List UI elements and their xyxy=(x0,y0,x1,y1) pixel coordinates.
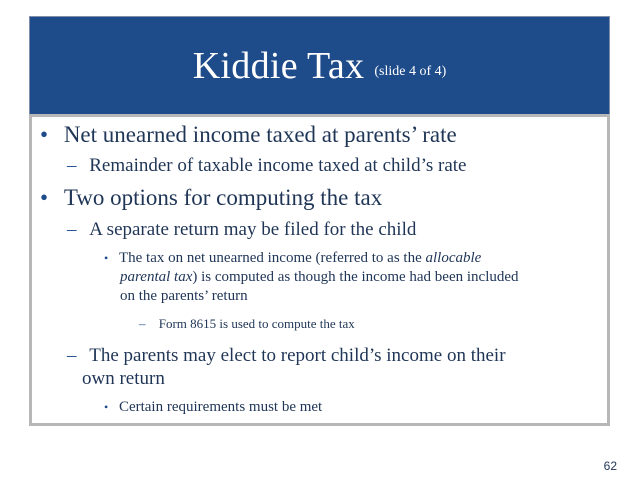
bullet-marker: • xyxy=(104,400,109,414)
bullet-marker: • xyxy=(40,122,49,147)
dash-marker: – xyxy=(67,219,77,240)
sub-bullet-text: own return xyxy=(82,368,165,389)
point-text: on the parents’ return xyxy=(120,288,248,304)
slide-content-box xyxy=(29,114,610,426)
fourth-level-item xyxy=(139,316,355,332)
bullet-text: Net unearned income taxed at parents’ rate xyxy=(63,122,457,147)
bullet-marker: • xyxy=(40,185,49,210)
slide-title-bar xyxy=(29,16,610,115)
dash-marker: – xyxy=(67,155,77,176)
sub-bullet-text: Remainder of taxable income taxed at child’s rate xyxy=(89,155,467,176)
point-text: Form 8615 is used to compute the tax xyxy=(158,316,355,331)
sub-bullet-text: A separate return may be filed for the child xyxy=(89,219,417,240)
sub-bullet-item xyxy=(67,219,416,241)
point-text: ) is computed as though the income had been included xyxy=(192,269,519,285)
sub-bullet-item xyxy=(67,155,466,177)
sub-bullet-item xyxy=(67,345,506,367)
slide-title: Kiddie Tax xyxy=(192,44,365,87)
sub-bullet-text: The parents may elect to report child’s income on their xyxy=(89,345,506,366)
point-text: Certain requirements must be met xyxy=(118,399,323,415)
bullet-item xyxy=(40,185,382,211)
bullet-marker: • xyxy=(104,251,109,265)
dash-marker: – xyxy=(67,345,77,366)
emphasis-text: allocable xyxy=(425,250,482,266)
emphasis-text: parental tax xyxy=(120,269,193,285)
point-text: The tax on net unearned income (referred to as the xyxy=(118,250,426,266)
dash-marker: – xyxy=(139,316,146,331)
bullet-item xyxy=(40,122,457,148)
sub-bullet-continuation xyxy=(82,368,165,390)
third-level-item xyxy=(104,249,481,268)
third-level-item xyxy=(104,398,322,417)
slide-number: 62 xyxy=(603,459,617,473)
third-level-continuation xyxy=(120,287,248,306)
bullet-text: Two options for computing the tax xyxy=(63,185,383,210)
third-level-continuation xyxy=(120,268,519,287)
slide-subtitle: (slide 4 of 4) xyxy=(374,63,447,79)
